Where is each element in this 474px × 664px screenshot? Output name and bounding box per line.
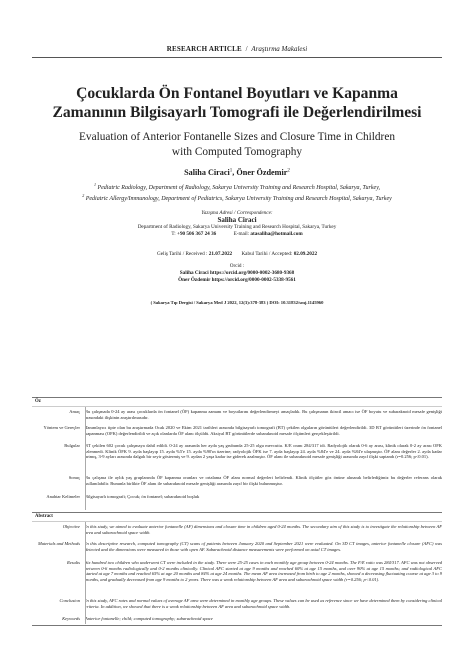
abstract-head-rule xyxy=(32,521,442,522)
title-tr-line: Çocuklarda Ön Fontanel Boyutları ve Kapanma xyxy=(76,85,398,102)
citation-line: ( Sakarya Tıp Dergisi / Sakarya Med J 2022, 12(3):378-383 ) DOI: 10.31832/smj.1145960 xyxy=(150,300,324,305)
orcid-link[interactable]: https://orcid.org/0000-0002-3680-9368 xyxy=(208,270,295,277)
accepted-date: 02.09.2022 xyxy=(293,251,318,257)
abstract-row-label: Keywords xyxy=(62,616,80,621)
title-en-line: Evaluation of Anterior Fontanelle Sizes and Closure Time in Children xyxy=(79,131,395,143)
orcid-block xyxy=(60,263,414,285)
oz-row-label: Bulgular xyxy=(64,443,80,448)
oz-row-bulgular xyxy=(32,443,442,460)
affiliation xyxy=(30,192,444,203)
abstract-row-label: Objective xyxy=(62,524,80,529)
oz-row-label: Amaç xyxy=(69,409,80,414)
abstract-row-label: Results xyxy=(67,560,80,565)
author-sup: 1 xyxy=(229,168,233,174)
oz-row-text: Bu çalışma ile aylık yaş gruplarında ÖF kapanma oranları ve ortalama ÖF alanı normal değerleri belirlendi. Klinik ölçütler göz önüne alınarak belirlediğimiz bu değerler referans olarak kullanılabilir. Bununla birlikte ÖF alanı ile subaraknoid mesafe genişliği arasında zayıf bir ilişki bulunmuştur. xyxy=(85,475,442,486)
oz-heading: Öz xyxy=(35,399,41,404)
oz-row-label: Anahtar Kelimeler xyxy=(46,494,80,499)
abstract-row-objective xyxy=(32,524,442,535)
oz-divider xyxy=(85,407,86,510)
title-en-line: with Computed Tomography xyxy=(171,146,303,158)
abstract-divider xyxy=(85,522,86,624)
email-address[interactable]: atasaliha@hotmail.com xyxy=(250,231,303,238)
abstract-heading: Abstract xyxy=(35,514,53,519)
email-label: E-mail: xyxy=(233,231,251,238)
orcid-link[interactable]: https://orcid.org/0000-0002-5338-9561 xyxy=(210,277,296,284)
correspondence-contact xyxy=(80,231,394,238)
correspondence-address: Department of Radiology, Sakarya University Training and Research Hospital, Sakarya, Turkey xyxy=(137,224,337,231)
oz-row-text: BT çekilen 602 çocuk çalışmaya dahil edildi. 0-24 ay arasında her ayda yaş grubunda 25-25 olgu mevcuttu. K/E oranı 284/317 idi. Radyolojik olarak 0-6 ay arası, klinik olarak 0-2 ay arası OFK izlenmedi. Klinik ÖFK 9. ayda başlayıp 15. ayda %5'e 15. ayda %90'ın üzerine; radyolojik ÖFK ise 7. ayda başlayıp 24. ayda %84'e ve 24. ayda %84'e ulaşmıştır. ÖF alanı değerler 2. ayda kadar artmış, 3-9 ayları arasında dalgalı bir seyir göstermiş ve 9. aydan 2 yaşa kadar ise giderek azalmıştır. ÖF alanı ile subaraknoid mesafe genişliği arasında zayıf ilişki saptandı (r=0.256; p<0.01). xyxy=(85,443,442,460)
oz-row-text: Bilgisayarlı tomografi; Çocuk; ön fontanel; subaraknoid boşluk xyxy=(85,494,200,499)
author-name: Öner Özdemir xyxy=(236,168,288,177)
orcid-label: Orcid : xyxy=(229,263,245,269)
oz-top-rule xyxy=(32,397,442,398)
affiliation-sup: 2 xyxy=(82,193,85,199)
author-name: Saliha Ciraci xyxy=(184,168,230,177)
abstract-row-text: In this descriptive research, computed tomography (CT) scans of patients between January 2020 and September 2021 were evaluated. On 3D CT images, anterior fontanelle closure (AFC) was detected and the dimensions were measured in those with open AF. Subarachnoid distance measurements were performed on axial CT images. xyxy=(85,541,442,552)
title-english xyxy=(50,130,424,160)
oz-row-yontem xyxy=(32,425,442,436)
affiliation xyxy=(30,181,444,192)
oz-head-rule xyxy=(32,406,442,407)
header-rule xyxy=(32,57,442,58)
received-date: 21.07.2022 xyxy=(208,251,233,257)
orcid-entry[interactable] xyxy=(60,277,414,284)
received-label: Geliş Tarihi / Received : xyxy=(156,251,209,257)
article-dates xyxy=(40,251,434,257)
abstract-row-methods xyxy=(32,541,442,552)
abstract-row-text: Six hundred two children who underwent CT were included in the study. There were 25-25 cases in each monthly age group between 0-24 months. The F/E ratio was 284/317. AFC was not observed between 0-6 months radiologically and 0-2 months clinically. Clinical AFC started at age 9 months and reached 60% at age 15 months, and over 90% at age 15 months; and radiological AFC started at age 7 months and reached 65% at age 20 months and 84% at age 24 months. The mean AF area increased from birth to age 2 months, showed a decreasing fluctuating course at age 3 to 9 months, and gradually decreased from age 9 months to 2 years. There was a weak relationship between AF area and subarachnoid space width (r=0.256; p<0.01). xyxy=(85,560,442,582)
correspondence-block xyxy=(80,210,394,238)
tel-number: +90 506 367 24 36 xyxy=(176,231,217,238)
affiliation-text: Pediatric Radiology, Department of Radiology, Sakarya University Training and Research Hospital, Sakarya, Turkey, xyxy=(97,185,381,191)
abstract-row-label: Materials and Methods xyxy=(38,541,80,546)
oz-row-text: Tanımlayıcı tipte olan bu araştırmada Ocak 2020 ve Ekim 2021 tarihleri arasında bilgisayarlı tomografi (BT) çekilen olguların görüntüleri değerlendirildi. 3D BT görüntüleri üzerinde ön fontanel kapanması (OFK) değerlendirildi ve açık olanlarda ÖF alanı ölçüldü. Aksiyal BT görüntülerde subaraknoid mesafe ölçümleri gerçekleştirildi. xyxy=(85,425,442,436)
correspondence-label: Yazışma Adresi / Correspondence: xyxy=(201,210,273,216)
title-turkish xyxy=(30,84,444,122)
correspondence-name: Saliha Ciraci xyxy=(217,216,257,225)
article-type: RESEARCH ARTICLE xyxy=(166,45,242,53)
article-type-header xyxy=(32,45,442,53)
accepted-label: Kabul Tarihi / Accepted: xyxy=(241,251,294,257)
header-separator: / xyxy=(245,45,248,53)
title-tr-line: Zamanının Bilgisayarlı Tomografi ile Değerlendirilmesi xyxy=(52,104,422,121)
oz-row-sonuc xyxy=(32,475,442,486)
tel-label: T: xyxy=(171,231,177,238)
abstract-row-results xyxy=(32,560,442,582)
orcid-author: Saliha Ciraci xyxy=(179,270,209,277)
abstract-row-label: Conclusion xyxy=(59,598,80,603)
abstract-top-rule xyxy=(32,512,442,513)
abstract-row-text: In this study, AFC rates and normal values of average AF area were determined in monthly age groups. These values can be used as reference since we have determined them by considering clinical criteria. In addition, we showed that there is a weak relationship between AF area and subarachnoid space width. xyxy=(85,598,442,609)
affiliation-text: Pediatric Allergy/Immunology, Department of Pediatrics, Sakarya University Training and Research Hospital, Sakarya, Turkey xyxy=(85,196,392,203)
abstract-row-keywords xyxy=(32,616,442,622)
affiliations xyxy=(30,181,444,204)
oz-row-anahtar xyxy=(32,494,442,500)
article-type-tr: Araştırma Makalesi xyxy=(251,45,308,53)
oz-row-text: Bu çalışmada 0-24 ay arası çocuklarda ön fontanel (ÖF) kapanma zamanı ve boyutlarını değerlendirmeyi amaçladık. Bu çalışmanın ikincil amacı ise ÖF boyutu ve subaraknoid mesafe genişliği arasındaki ilişkinin araştırılmasıdır. xyxy=(85,409,442,420)
author-sup: 2 xyxy=(287,168,290,174)
oz-row-label: Sonuç xyxy=(68,475,80,480)
abstract-bottom-rule xyxy=(32,625,442,626)
orcid-author: Öner Özdemir xyxy=(178,277,211,284)
oz-row-amac xyxy=(32,409,442,420)
oz-row-label: Yöntem ve Gereçler xyxy=(43,425,80,430)
abstract-row-text: Anterior fontanelle; child; computed tomography; subarachnoid space xyxy=(85,616,213,621)
author-list: Saliha Ciraci$^1$, Öner Özdemir$^2$ xyxy=(184,168,290,177)
abstract-row-conclusion xyxy=(32,598,442,609)
abstract-row-text: In this study, we aimed to evaluate anterior fontanelle (AF) dimensions and closure time in children aged 0-24 months. The secondary aim of this study is to investigate the relationship between AF area and subarachnoid space width. xyxy=(85,524,442,535)
affiliation-sup: 1 xyxy=(93,182,96,187)
